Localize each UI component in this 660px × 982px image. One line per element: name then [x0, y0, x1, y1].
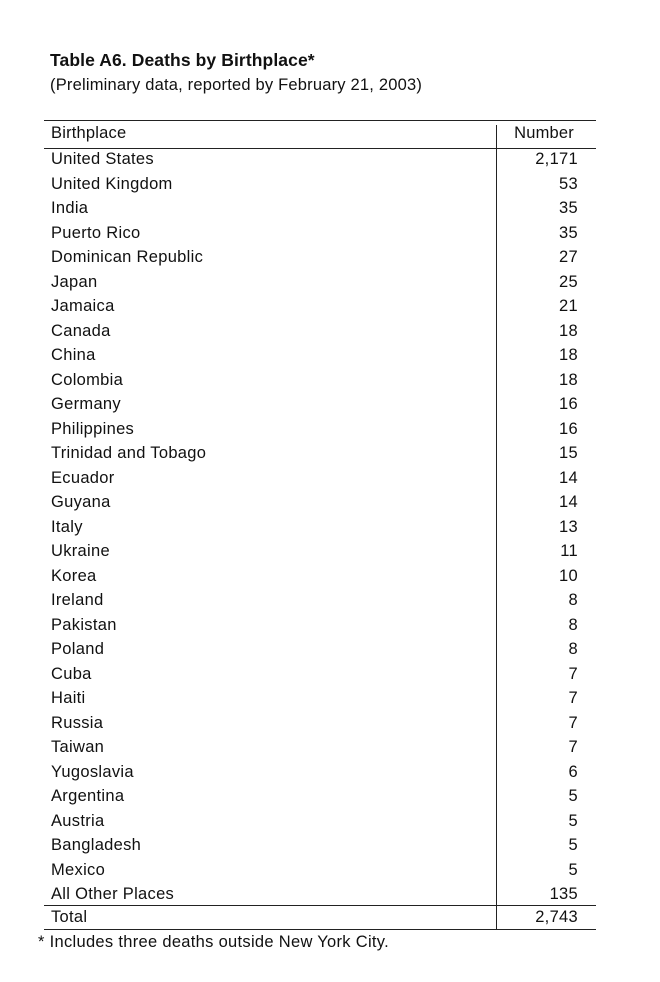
table-row: [0, 443, 660, 468]
table-row: [0, 688, 660, 713]
birthplace-cell: Bangladesh: [51, 836, 142, 854]
number-cell: 14: [559, 468, 578, 487]
birthplace-cell: Austria: [51, 811, 105, 830]
number-cell: 8: [568, 640, 578, 658]
number-cell: 10: [559, 566, 578, 585]
table-top-rule: [44, 120, 596, 121]
table-row: [0, 247, 660, 272]
birthplace-cell: Ecuador: [51, 468, 115, 487]
birthplace-cell: Colombia: [51, 370, 124, 389]
number-cell: 25: [559, 272, 578, 291]
number-cell: 18: [559, 346, 578, 364]
number-cell: 35: [559, 223, 578, 242]
number-cell: 7: [568, 713, 578, 732]
total-top-rule: [44, 905, 596, 906]
birthplace-cell: Pakistan: [51, 615, 117, 634]
number-cell: 8: [568, 591, 578, 609]
number-cell: 21: [559, 297, 578, 315]
table-row: [0, 345, 660, 370]
birthplace-cell: Puerto Rico: [51, 223, 141, 242]
number-cell: 35: [559, 199, 578, 217]
column-header-number: Number: [514, 124, 574, 142]
birthplace-cell: Italy: [51, 517, 83, 536]
table-row: [0, 664, 660, 689]
table-row: [0, 321, 660, 346]
number-cell: 18: [559, 321, 578, 340]
number-cell: 15: [559, 444, 578, 462]
number-cell: 2,171: [535, 150, 578, 168]
birthplace-cell: Germany: [51, 395, 121, 413]
birthplace-cell: Philippines: [51, 419, 135, 438]
birthplace-cell: Ireland: [51, 591, 104, 609]
birthplace-cell: India: [51, 199, 89, 217]
table-row: [0, 174, 660, 199]
birthplace-cell: Haiti: [51, 689, 86, 707]
table-row: [0, 713, 660, 738]
birthplace-cell: Argentina: [51, 787, 125, 805]
birthplace-cell: Jamaica: [51, 297, 115, 315]
total-number: 2,743: [535, 908, 578, 926]
table-row: [0, 737, 660, 762]
table-row: [0, 223, 660, 248]
number-cell: 13: [559, 517, 578, 536]
table-body: [0, 149, 660, 909]
table-row: [0, 492, 660, 517]
number-cell: 5: [568, 787, 578, 805]
table-row: [0, 860, 660, 885]
table-row: [0, 370, 660, 395]
number-cell: 27: [559, 248, 578, 266]
table-title: Table A6. Deaths by Birthplace*: [50, 50, 315, 70]
number-cell: 5: [568, 811, 578, 830]
number-cell: 14: [559, 493, 578, 511]
birthplace-cell: Canada: [51, 321, 111, 340]
table-row: [0, 566, 660, 591]
total-bottom-rule: [44, 929, 596, 930]
number-cell: 135: [549, 885, 578, 903]
table-row: [0, 541, 660, 566]
birthplace-cell: Poland: [51, 640, 105, 658]
number-cell: 6: [568, 762, 578, 781]
birthplace-cell: Ukraine: [51, 542, 110, 560]
number-cell: 5: [568, 860, 578, 879]
birthplace-cell: Mexico: [51, 860, 106, 879]
birthplace-cell: United States: [51, 150, 154, 168]
birthplace-cell: Guyana: [51, 493, 111, 511]
table-row: [0, 590, 660, 615]
number-cell: 18: [559, 370, 578, 389]
table-row: [0, 786, 660, 811]
birthplace-cell: Japan: [51, 272, 98, 291]
number-cell: 7: [568, 738, 578, 756]
number-cell: 8: [568, 615, 578, 634]
total-row: [0, 907, 660, 929]
column-header-birthplace: Birthplace: [51, 124, 127, 142]
birthplace-cell: Korea: [51, 566, 97, 585]
table-row: [0, 198, 660, 223]
birthplace-cell: All Other Places: [51, 885, 175, 903]
table-row: [0, 615, 660, 640]
number-cell: 7: [568, 689, 578, 707]
number-cell: 16: [559, 419, 578, 438]
birthplace-cell: Yugoslavia: [51, 762, 134, 781]
birthplace-cell: Dominican Republic: [51, 248, 204, 266]
table-row: [0, 296, 660, 321]
number-cell: 5: [568, 836, 578, 854]
table-row: [0, 394, 660, 419]
table-row: [0, 517, 660, 542]
total-label: Total: [51, 908, 88, 926]
table-row: [0, 468, 660, 493]
birthplace-cell: Russia: [51, 713, 104, 732]
table-row: [0, 811, 660, 836]
birthplace-cell: Trinidad and Tobago: [51, 444, 207, 462]
table-row: [0, 835, 660, 860]
number-cell: 7: [568, 664, 578, 683]
number-cell: 16: [559, 395, 578, 413]
table-subtitle: (Preliminary data, reported by February 21, 2003): [50, 76, 423, 94]
footnote: * Includes three deaths outside New York City.: [38, 933, 390, 951]
birthplace-cell: Cuba: [51, 664, 92, 683]
table-row: [0, 149, 660, 174]
table-row: [0, 419, 660, 444]
birthplace-cell: United Kingdom: [51, 174, 173, 193]
birthplace-cell: China: [51, 346, 96, 364]
birthplace-cell: Taiwan: [51, 738, 105, 756]
number-cell: 11: [560, 542, 578, 560]
number-cell: 53: [559, 174, 578, 193]
table-row: [0, 272, 660, 297]
table-row: [0, 639, 660, 664]
table-row: [0, 762, 660, 787]
